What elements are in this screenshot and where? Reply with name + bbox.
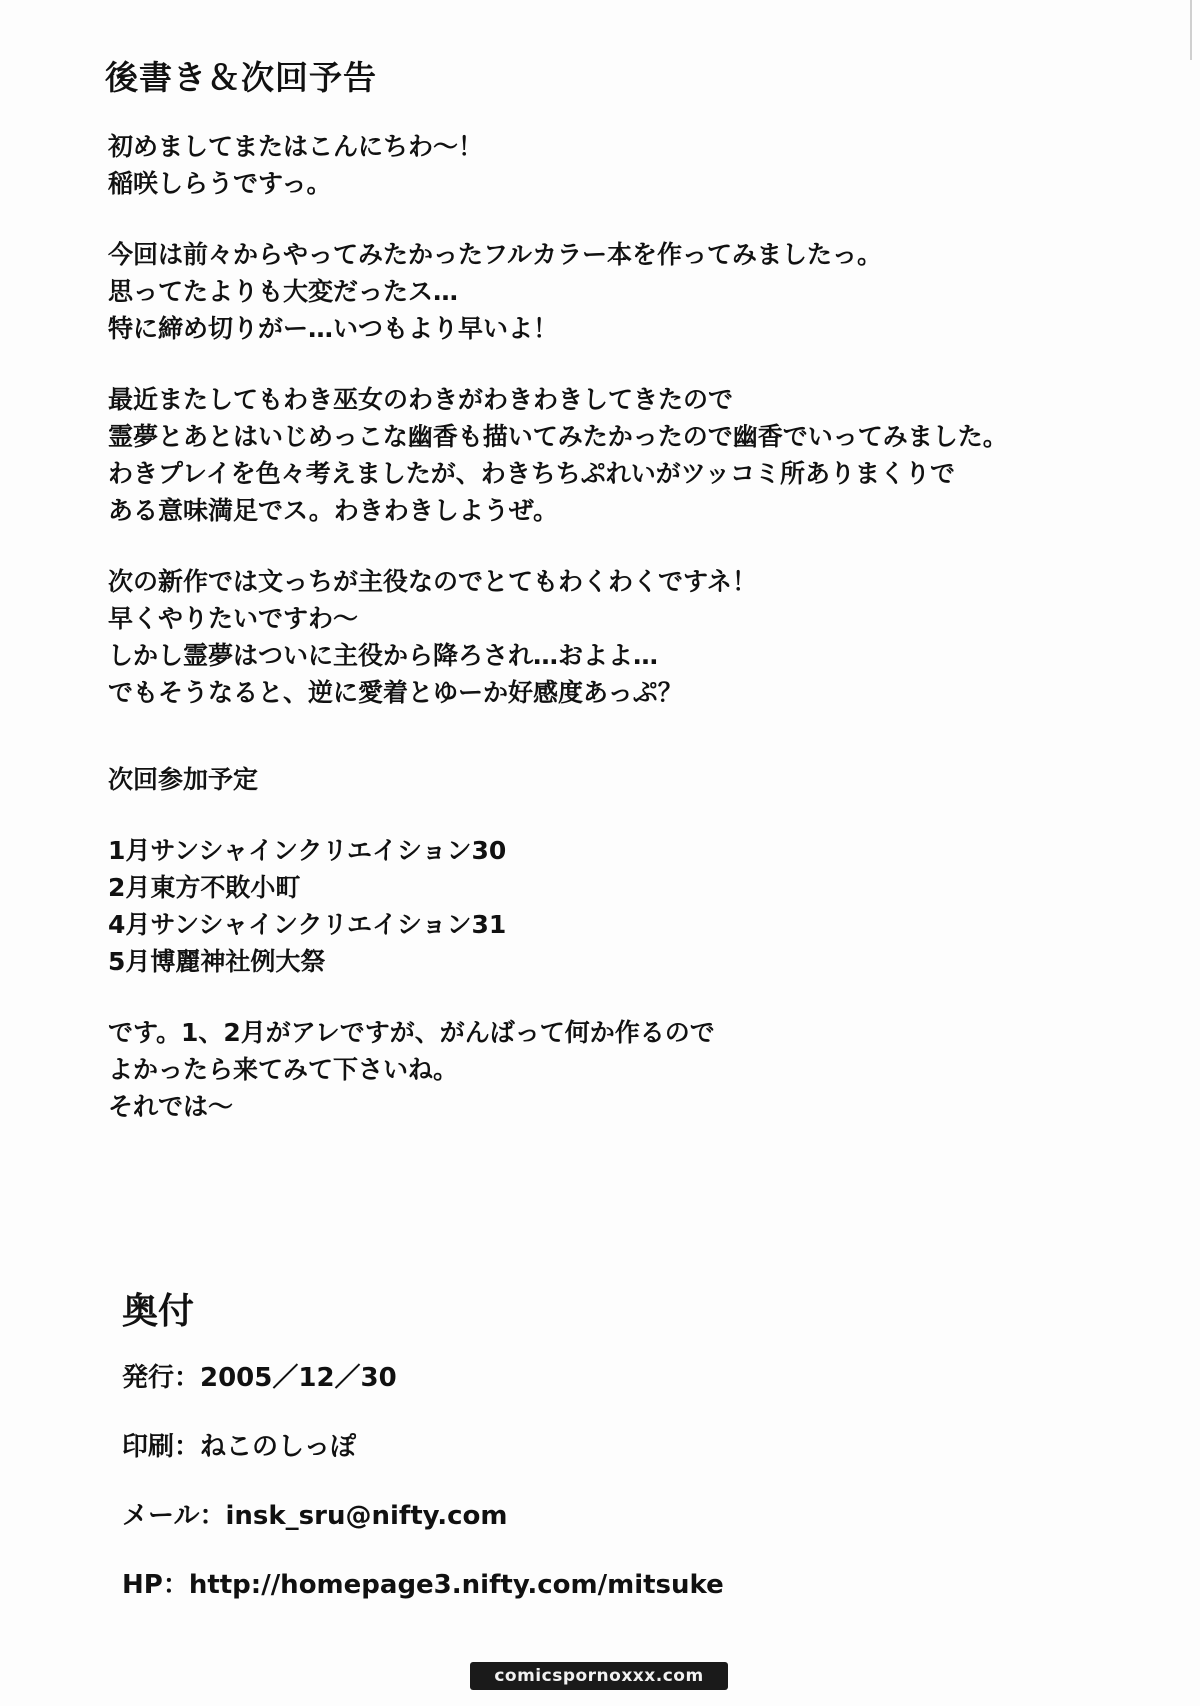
colophon-mail: メール：insk_sru@nifty.com bbox=[122, 1501, 508, 1531]
text-line: よかったら来てみて下さいね。 bbox=[108, 1055, 459, 1084]
afterword-body bbox=[108, 128, 1108, 1159]
colophon bbox=[122, 1357, 724, 1633]
paragraph-next-work bbox=[108, 563, 1108, 711]
colophon-title: 奥付 bbox=[122, 1291, 195, 1332]
text-line: 稲咲しらうですっ。 bbox=[108, 169, 332, 198]
paragraph-greeting bbox=[108, 128, 1108, 202]
text-line: 霊夢とあとはいじめっこな幽香も描いてみたかったので幽香でいってみました。 bbox=[108, 422, 1008, 451]
colophon-issue-date: 発行：2005／12／30 bbox=[122, 1363, 397, 1393]
event-item: 5月博麗神社例大祭 bbox=[108, 947, 326, 976]
paragraph-content bbox=[108, 381, 1108, 529]
event-item: 2月東方不敗小町 bbox=[108, 873, 301, 902]
paragraph-event-list bbox=[108, 832, 1108, 980]
colophon-printer: 印刷：ねこのしっぽ bbox=[122, 1432, 357, 1462]
text-line: 最近またしてもわき巫女のわきがわきわきしてきたので bbox=[108, 385, 734, 414]
scan-edge-mark bbox=[1190, 0, 1192, 60]
paragraph-events-heading bbox=[108, 761, 1108, 798]
text-line: ある意味満足でス。わきわきしようぜ。 bbox=[108, 496, 559, 525]
text-line: わきプレイを色々考えましたが、わきちちぷれいがツッコミ所ありまくりで bbox=[108, 459, 956, 488]
event-item: 1月サンシャインクリエイション30 bbox=[108, 836, 507, 865]
text-line: 次の新作では文っちが主役なのでとてもわくわくですネ！ bbox=[108, 567, 758, 596]
text-line: 初めましてまたはこんにちわ～！ bbox=[108, 132, 484, 161]
text-line: それでは～ bbox=[108, 1092, 234, 1121]
text-line: 特に締め切りがー…いつもより早いよ！ bbox=[108, 314, 559, 343]
text-line: 今回は前々からやってみたかったフルカラー本を作ってみましたっ。 bbox=[108, 240, 883, 269]
text-line: でもそうなると、逆に愛着とゆーか好感度あっぷ？ bbox=[108, 678, 683, 707]
text-line: 思ってたよりも大変だったス… bbox=[108, 277, 459, 306]
paragraph-closing bbox=[108, 1014, 1108, 1125]
watermark: comicspornoxxx.com bbox=[470, 1662, 728, 1690]
event-item: 4月サンシャインクリエイション31 bbox=[108, 910, 507, 939]
text-line: 次回参加予定 bbox=[108, 765, 259, 794]
colophon-homepage: HP：http://homepage3.nifty.com/mitsuke bbox=[122, 1570, 724, 1600]
text-line: しかし霊夢はついに主役から降ろされ…およよ… bbox=[108, 641, 659, 670]
text-line: です。1、2月がアレですが、がんばって何か作るので bbox=[108, 1018, 715, 1047]
afterword-heading: 後書き＆次回予告 bbox=[105, 58, 377, 97]
text-line: 早くやりたいですわ～ bbox=[108, 604, 359, 633]
paragraph-full-color bbox=[108, 236, 1108, 347]
